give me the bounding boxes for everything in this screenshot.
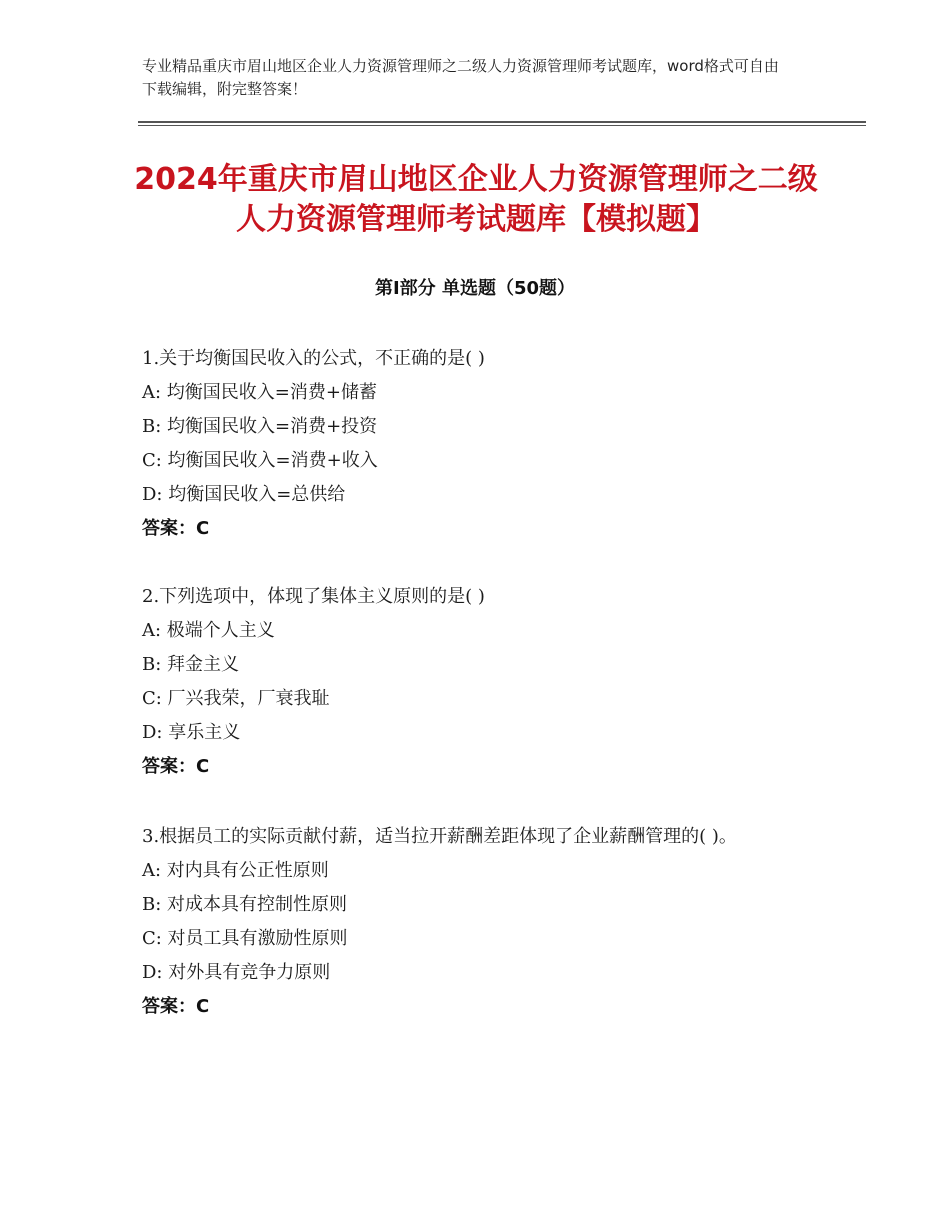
section-heading: 第Ⅰ部分 单选题（50题） bbox=[374, 278, 575, 299]
document-title: 2024年重庆市眉山地区企业人力资源管理师之二级人力资源管理师考试题库【模拟题】 bbox=[134, 162, 818, 237]
header-note: 专业精品重庆市眉山地区企业人力资源管理师之二级人力资源管理师考试题库，word格式可自由下载编辑，附完整答案！ bbox=[142, 57, 779, 98]
option-a: A: 对内具有公正性原则 bbox=[142, 860, 329, 881]
option-b: B: 对成本具有控制性原则 bbox=[142, 894, 348, 915]
option-d: D: 均衡国民收入=总供给 bbox=[142, 484, 346, 505]
question-stem: 3.根据员工的实际贡献付薪，适当拉开薪酬差距体现了企业薪酬管理的( )。 bbox=[142, 826, 737, 847]
option-a: A: 均衡国民收入=消费+储蓄 bbox=[142, 382, 377, 403]
option-b: B: 拜金主义 bbox=[142, 654, 240, 675]
question-2 bbox=[142, 580, 822, 784]
question-1 bbox=[142, 342, 822, 546]
option-a: A: 极端个人主义 bbox=[142, 620, 275, 641]
option-c: C: 对员工具有激励性原则 bbox=[142, 928, 348, 949]
header-rule-thin bbox=[138, 125, 866, 126]
answer: 答案：C bbox=[142, 756, 210, 777]
option-d: D: 对外具有竞争力原则 bbox=[142, 962, 331, 983]
question-stem: 1.关于均衡国民收入的公式，不正确的是( ) bbox=[142, 348, 485, 369]
question-3 bbox=[142, 820, 822, 1024]
answer: 答案：C bbox=[142, 518, 210, 539]
option-d: D: 享乐主义 bbox=[142, 722, 241, 743]
option-c: C: 厂兴我荣，厂衰我耻 bbox=[142, 688, 330, 709]
option-b: B: 均衡国民收入=消费+投资 bbox=[142, 416, 378, 437]
answer: 答案：C bbox=[142, 996, 210, 1017]
header-rule-thick bbox=[138, 121, 866, 123]
question-stem: 2.下列选项中，体现了集体主义原则的是( ) bbox=[142, 586, 485, 607]
option-c: C: 均衡国民收入=消费+收入 bbox=[142, 450, 378, 471]
